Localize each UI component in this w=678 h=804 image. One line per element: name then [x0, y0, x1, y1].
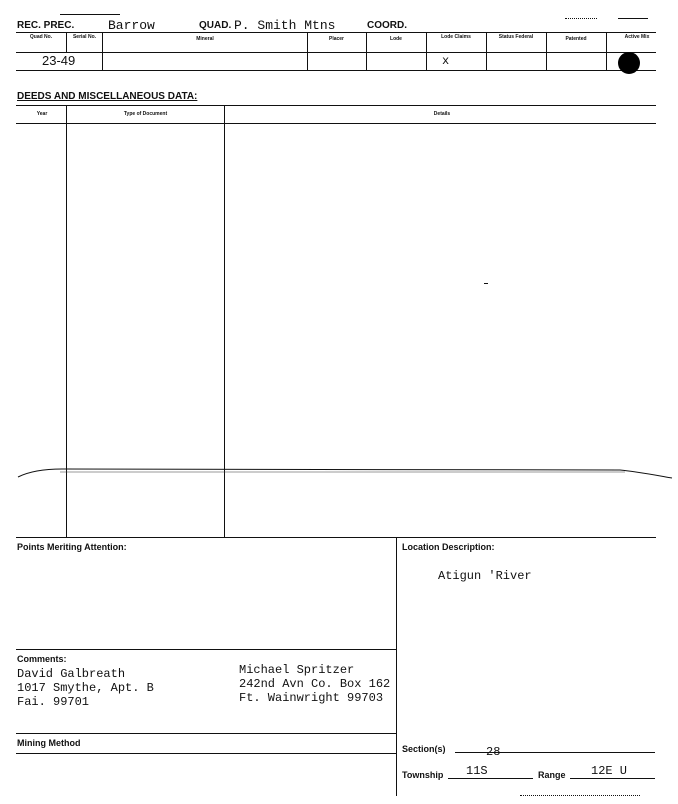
comments-top-rule: [16, 649, 396, 650]
col-header-details: Details: [433, 111, 451, 117]
col-header-placer: Placer: [328, 36, 344, 42]
col-header-quad-no: Quad No.: [29, 34, 53, 40]
claim-col-divider: [486, 32, 487, 70]
comments-left-line-3: Fai. 99701: [17, 695, 90, 709]
col-header-serial-no: Serial No.: [72, 34, 97, 40]
quad-serial-value: 23-49: [42, 53, 76, 68]
comments-right-line-1: Michael Spritzer: [239, 663, 355, 677]
comments-left-line-2: 1017 Smythe, Apt. B: [17, 681, 154, 695]
comments-label: Comments:: [17, 654, 67, 664]
quad-label: QUAD.: [199, 20, 232, 31]
claim-table-bottom: [16, 70, 656, 71]
quad-value: P. Smith Mtns: [234, 18, 336, 33]
township-value: 11S: [466, 764, 488, 778]
deeds-table-header-bottom: [16, 123, 656, 124]
mining-method-top-rule: [16, 733, 396, 734]
claim-table-header-bottom: [16, 52, 656, 53]
header-top-rule: [60, 14, 120, 15]
speck-mark: [484, 283, 488, 284]
deeds-title: DEEDS AND MISCELLANEOUS DATA:: [17, 91, 198, 102]
rec-prec-value: Barrow: [108, 18, 155, 33]
claim-col-divider: [66, 32, 67, 52]
claim-col-divider: [426, 32, 427, 70]
claim-col-divider: [606, 32, 607, 70]
claim-col-divider: [102, 32, 103, 70]
mining-method-label: Mining Method: [17, 738, 81, 748]
lower-section-divider: [396, 537, 397, 796]
col-header-patented: Patented: [565, 36, 587, 42]
claim-table-top: [16, 32, 656, 33]
coord-label: COORD.: [367, 20, 407, 31]
deeds-table-top: [16, 105, 656, 106]
footer-faint-mark: [520, 795, 640, 796]
location-value: Atigun 'River: [438, 569, 532, 583]
col-header-status-federal: Status Federal: [498, 34, 534, 40]
active-mix-dot: [618, 52, 640, 74]
fold-line: [0, 460, 678, 490]
lode-claims-mark: x: [442, 54, 450, 68]
township-underline: [448, 778, 533, 779]
mining-method-rule: [16, 753, 396, 754]
township-label: Township: [402, 770, 444, 780]
col-header-lode: Lode: [390, 36, 402, 42]
rec-prec-label: REC. PREC.: [17, 20, 75, 31]
section-underline: [455, 752, 655, 753]
col-header-type-of-document: Type of Document: [123, 111, 168, 117]
header-corner-rule: [618, 18, 648, 19]
comments-left-line-1: David Galbreath: [17, 667, 126, 681]
header-corner-mark: [565, 18, 597, 19]
col-header-lode-claims: Lode Claims: [441, 34, 471, 40]
col-header-year: Year: [36, 111, 48, 117]
range-underline: [570, 778, 655, 779]
points-label: Points Meriting Attention:: [17, 542, 127, 552]
comments-right-line-3: Ft. Wainwright 99703: [239, 691, 384, 705]
range-value: 12E U: [591, 764, 628, 778]
col-header-active-mix: Active Mix: [624, 34, 650, 40]
section-label: Section(s): [402, 744, 446, 754]
comments-right-line-2: 242nd Avn Co. Box 162: [239, 677, 391, 691]
range-label: Range: [538, 770, 566, 780]
lower-section-top: [16, 537, 656, 538]
location-label: Location Description:: [402, 542, 495, 552]
section-value: 28: [486, 745, 501, 759]
col-header-mineral: Mineral: [196, 36, 214, 42]
